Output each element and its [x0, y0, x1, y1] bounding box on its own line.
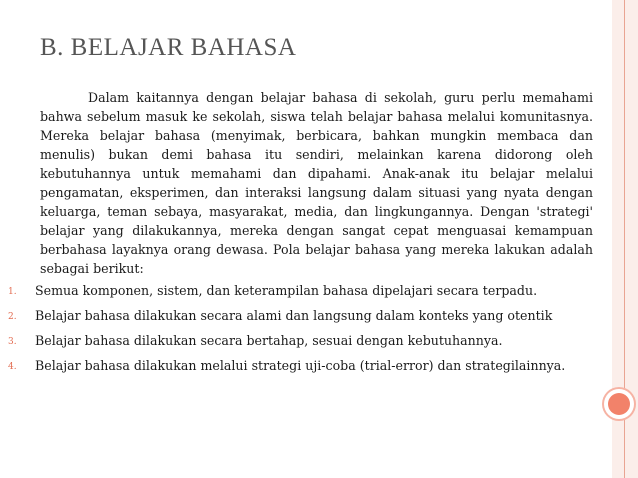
slide-title: B. BELAJAR BAHASA — [40, 34, 297, 61]
pattern-list — [8, 281, 593, 377]
list-number: 2. — [8, 312, 17, 322]
list-item — [8, 281, 593, 302]
list-item-text: Belajar bahasa dilakukan secara alami dan langsung dalam konteks yang otentik — [35, 308, 553, 323]
orange-circle-decoration — [608, 393, 630, 415]
list-item-text: Belajar bahasa dilakukan secara bertahap, sesuai dengan kebutuhannya. — [35, 333, 503, 348]
list-item — [8, 306, 593, 327]
list-item — [8, 331, 593, 352]
list-number: 3. — [8, 337, 17, 347]
list-number: 1. — [8, 287, 17, 297]
list-number: 4. — [8, 362, 17, 372]
list-item-text: Belajar bahasa dilakukan melalui strategi uji-coba (trial-error) dan strategilainnya. — [35, 358, 566, 373]
list-item-text: Semua komponen, sistem, dan keterampilan bahasa dipelajari secara terpadu. — [35, 283, 538, 298]
slide-content — [8, 88, 593, 381]
intro-paragraph: Dalam kaitannya dengan belajar bahasa di sekolah, guru perlu memahami bahwa sebelum masuk ke sekolah, siswa telah belajar bahasa melalui komunitasnya. Mereka belajar bahasa (menyimak, berbicara, bahkan mungkin membaca dan menulis) bukan demi bahasa itu sendiri, melainkan karena didorong oleh kebutuhannya untuk memahami dan dipahami. Anak-anak itu belajar melalui pengamatan, eksperimen, dan interaksi langsung dalam situasi yang nyata dengan keluarga, teman sebaya, masyarakat, media, dan lingkungannya. Dengan 'strategi' belajar yang dilakukannya, mereka dengan sangat cepat menguasai kemampuan berbahasa layaknya orang dewasa. Pola belajar bahasa yang mereka lakukan adalah sebagai berikut: — [40, 90, 593, 276]
list-item — [8, 356, 593, 377]
